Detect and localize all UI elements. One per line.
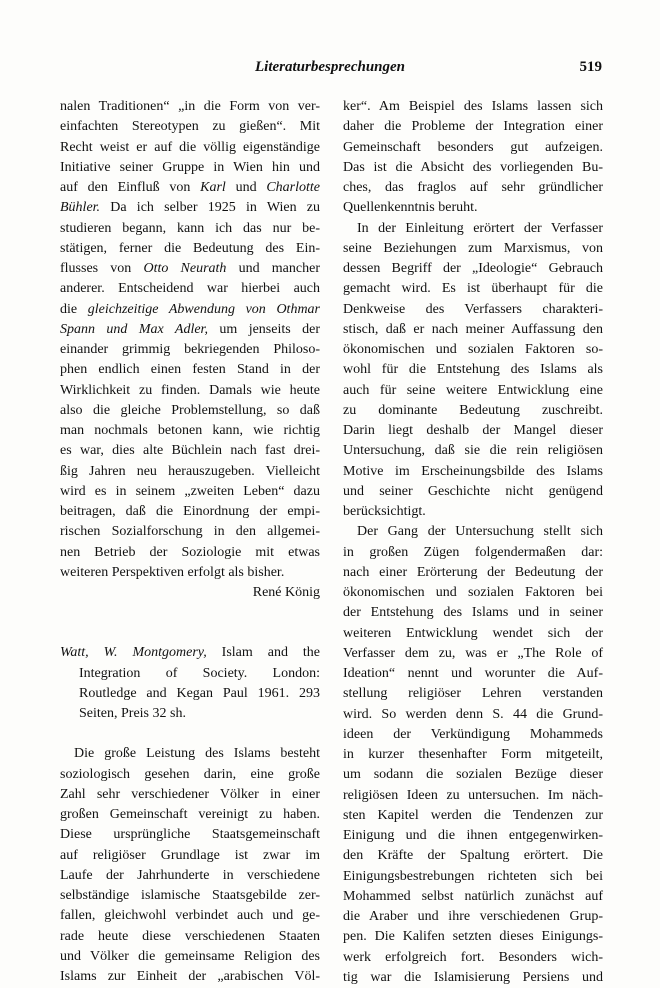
- text-line: fallen, gleichwohl verbindet auch und ge-: [60, 908, 320, 924]
- paragraph-1: [343, 97, 603, 219]
- text-line: Islams zur Einheit der „arabischen Völ-: [60, 969, 320, 984]
- section-gap: [60, 724, 320, 744]
- text-line: Spann und Max Adler, um jenseits der: [60, 321, 320, 337]
- bib-line: Seiten, Preis 32 sh.: [79, 706, 186, 721]
- text-line: beitragen, daß die Einordnung der empi-: [60, 504, 320, 519]
- text-line: gemacht wird. Es ist überhaupt für die: [343, 281, 603, 297]
- text-line: Einigungsbestrebungen richteten sich bei: [343, 868, 603, 884]
- text-line: stätigen, ferner die Bedeutung des Ein-: [60, 240, 320, 256]
- text-line: anderer. Entscheidend war hierbei auch: [60, 281, 320, 297]
- text-line: um sodann die sozialen Bezüge dieser: [343, 767, 603, 783]
- text-line: rade heute diese verschiedenen Staaten: [60, 928, 320, 944]
- text-line: also die gleiche Problemstellung, so daß: [60, 402, 320, 418]
- text-line: nen Betrieb der Soziologie mit etwas: [60, 544, 320, 560]
- bib-title-start: Islam and the: [221, 645, 320, 661]
- text-line: stisch, daß er nach meiner Auffassung den: [343, 321, 603, 337]
- text-line: ökonomischen und sozialen Faktoren so-: [343, 342, 603, 357]
- text-line: weiteren Entwicklung wendet sich der: [343, 625, 603, 641]
- text-line: Darin liegt deshalb der Mangel dieser: [343, 423, 603, 438]
- text-line: auch für seine weitere Entwicklung eine: [343, 382, 603, 398]
- text-line: daher die Probleme der Integration einer: [343, 119, 603, 135]
- text-line: wird. So werden denn S. 44 die Grund-: [343, 706, 603, 722]
- text-line: selbständige islamische Staatsgebilde zer-: [60, 888, 320, 903]
- text-line: flusses von Otto Neurath und mancher: [60, 261, 320, 276]
- text-line: Diese ursprüngliche Staatsgemeinschaft: [60, 827, 320, 843]
- text-line: nach einer Erörterung der Bedeutung der: [343, 564, 603, 580]
- text-line: soziologisch gesehen darin, eine große: [60, 766, 320, 782]
- text-line: dessen Begriff der „Ideologie“ Gebrauch: [343, 261, 603, 276]
- text-line: Mohammed selbst natürlich zunächst auf: [343, 888, 603, 904]
- text-line: auf den Einfluß von Karl und Charlotte: [60, 180, 320, 195]
- text-line: Initiative seiner Gruppe in Wien hin und: [60, 159, 320, 175]
- text-line: berücksichtigt.: [343, 504, 426, 519]
- text-line: Denkweise des Verfassers charakteri-: [343, 301, 603, 317]
- text-line: Quellenkenntnis beruht.: [343, 200, 478, 216]
- right-column: [343, 97, 603, 988]
- text-line: werk erfolgreich fort. Besonders wich-: [343, 949, 603, 965]
- text-line: ker“. Am Beispiel des Islams lassen sich: [343, 99, 603, 114]
- bib-author: Watt, W. Montgomery,: [60, 645, 207, 661]
- text-line: Recht weist er auf die völlig eigenständige: [60, 139, 320, 155]
- text-line: ökonomischen und sozialen Faktoren bei: [343, 585, 603, 600]
- left-column: [60, 97, 320, 987]
- text-line: stellung religiöser Lehren verstanden: [343, 686, 603, 702]
- running-header-title: Literaturbesprechungen: [254, 59, 405, 75]
- bib-line: Integration of Society. London:: [79, 665, 320, 681]
- text-line: seine Beziehungen zum Marxismus, von: [343, 240, 603, 256]
- text-line: Gemeinschaft besonders gut aufzeigen.: [343, 139, 603, 155]
- text-line: Das ist die Absicht des vorliegenden Bu-: [343, 159, 603, 175]
- text-line: der Entstehung des Islams und in seiner: [343, 605, 603, 621]
- text-line: phen endlich einen festen Stand in der: [60, 362, 320, 378]
- text-line: in kurzer thesenhafter Form mitgeteilt,: [343, 747, 603, 762]
- text-line: wohl für die Entstehung des Islams als: [343, 362, 603, 378]
- text-line: Motive im Erscheinungsbilde des Islams: [343, 463, 603, 479]
- review-conclusion: [60, 97, 320, 583]
- text-line: ideen der Verkündigung Mohammeds: [343, 726, 603, 742]
- text-line: und Völker die gemeinsame Religion des: [60, 948, 320, 964]
- text-line: die Araber und ihre verschiedenen Grup-: [343, 909, 603, 924]
- text-line: Ideation“ nennt und worunter die Auf-: [343, 666, 603, 681]
- paragraph-2: [343, 219, 603, 523]
- text-line: Bühler. Da ich selber 1925 in Wien zu: [60, 200, 320, 216]
- bib-line: Routledge and Kegan Paul 1961. 293: [79, 685, 320, 701]
- text-line: die gleichzeitige Abwendung von Othmar: [60, 301, 320, 317]
- text-line: großen Gemeinschaft vereinigt zu haben.: [60, 807, 320, 822]
- text-line: es war, dies alte Büchlein nach fast drei-: [60, 443, 320, 459]
- text-line: einander grimmig bekriegenden Philoso-: [60, 342, 320, 357]
- review-opening: [60, 744, 320, 987]
- page-number: 519: [579, 59, 602, 75]
- text-line: rischen Sozialforschung in den allgemei-: [60, 524, 320, 540]
- paragraph-3: [343, 522, 603, 988]
- text-line: pen. Die Kalifen setzten dieses Einigungs-: [343, 929, 603, 945]
- text-line: weiteren Perspektiven erfolgt als bisher.: [60, 564, 285, 580]
- reviewer-signature: René König: [252, 585, 320, 600]
- text-line: Untersuchung, daß sie die rein religiösen: [343, 443, 603, 459]
- bibliographic-entry: [60, 643, 320, 724]
- text-line: ches, das fraglos auf sehr gründlicher: [343, 180, 603, 195]
- text-line: Verfasser dem zu, was er „The Role of: [343, 645, 603, 661]
- text-line: In der Einleitung erörtert der Verfasser: [357, 220, 603, 236]
- text-line: Einigung und die ihnen entgegenwirken-: [343, 828, 603, 843]
- text-line: nalen Traditionen“ „in die Form von ver-: [60, 99, 320, 114]
- text-line: auf religiöser Grundlage ist zwar im: [60, 847, 320, 863]
- text-line: ßig Jahren neu herauszugeben. Vielleicht: [60, 463, 320, 479]
- text-line: studieren begann, kann ich das nur be-: [60, 220, 320, 236]
- bib-line: [60, 643, 320, 663]
- text-line: sten Kapitel werden die Tendenzen zur: [343, 807, 603, 823]
- text-line: zu dominante Bedeutung zuschreibt.: [343, 402, 603, 418]
- text-line: wird es in seinem „zweiten Leben“ dazu: [60, 483, 320, 499]
- text-line: Der Gang der Untersuchung stellt sich: [357, 524, 603, 540]
- text-line: Zahl sehr verschiedener Völker in einer: [60, 786, 320, 802]
- text-line: Die große Leistung des Islams besteht: [74, 746, 320, 762]
- text-line: einfachten Stereotypen zu gießen“. Mit: [60, 119, 320, 135]
- text-line: religiösen Ideen zu untersuchen. Im näch-: [343, 787, 603, 803]
- text-line: in großen Zügen folgendermaßen dar:: [343, 544, 603, 560]
- section-gap: [60, 603, 320, 643]
- bib-continuation: [60, 664, 320, 725]
- text-line: man nochmals betonen kann, wie richtig: [60, 423, 320, 438]
- text-line: Laufe der Jahrhunderte in verschiedene: [60, 867, 320, 883]
- text-line: den Kräfte der Spaltung erörtert. Die: [343, 848, 603, 864]
- text-line: und seiner Geschichte nicht genügend: [343, 483, 603, 499]
- text-line: Wirklichkeit zu finden. Damals wie heute: [60, 382, 320, 398]
- text-line: tig war die Islamisierung Persiens und: [343, 969, 603, 985]
